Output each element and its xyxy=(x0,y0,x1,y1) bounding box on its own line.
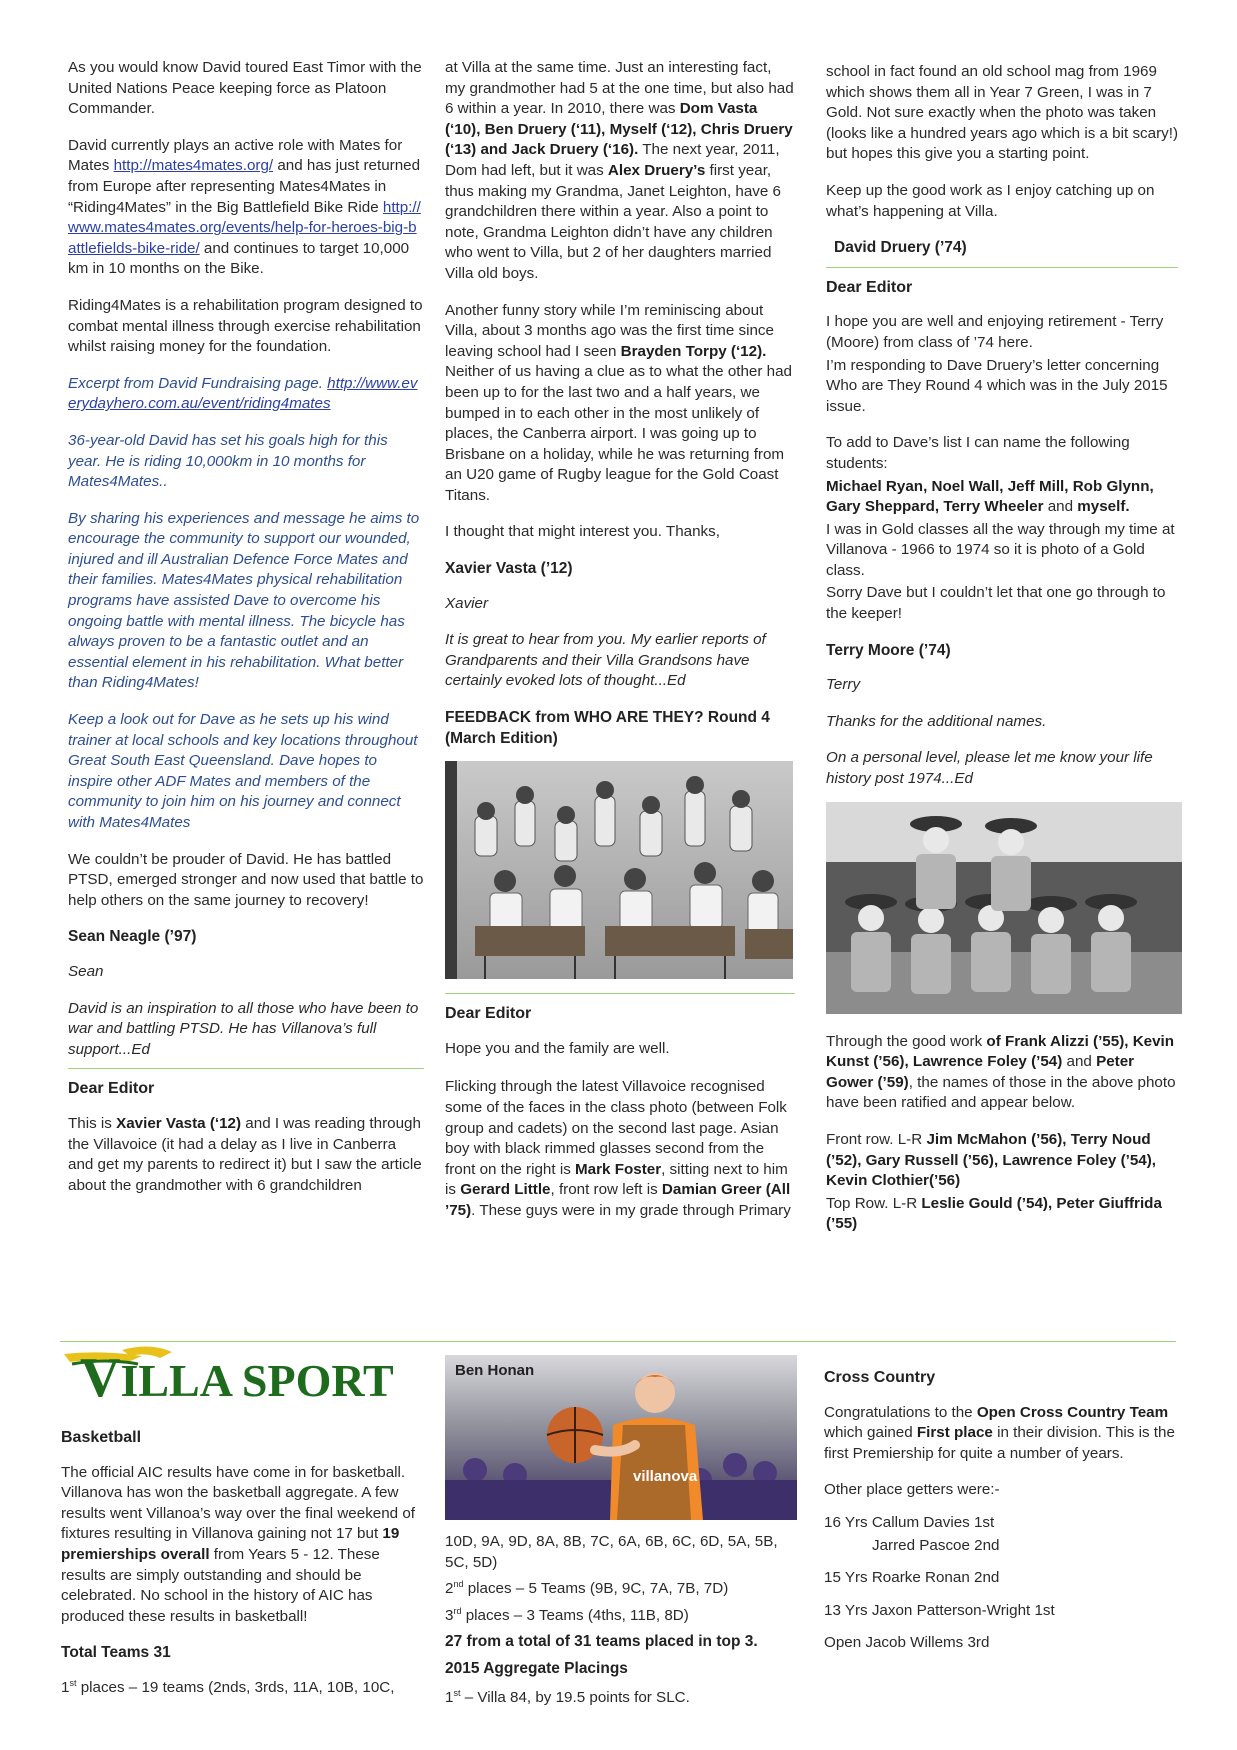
highlight: 19 premierships overall xyxy=(61,1525,400,1563)
paragraph xyxy=(445,1077,795,1221)
section-heading: Dear Editor xyxy=(68,1080,155,1098)
text: Front row. L-R xyxy=(826,1131,927,1148)
letter-signature: Terry Moore (’74) xyxy=(826,641,951,659)
quote-paragraph: By sharing his experiences and message he aims to encourage the community to support our wounded, injured and ill Australian Defence Force Mates and their families. Mates4Mates physical rehabilitation programs have assisted Dave to overcome his ongoing battle with mental illness. The bicycle has always proven to be a fantastic outlet and an essential element in his rehabilitation. What better than Riding4Mates! xyxy=(68,509,420,692)
paragraph: Sorry Dave but I couldn’t let that one go through to the keeper! xyxy=(826,584,1166,623)
jersey-text: villanova xyxy=(633,1468,698,1485)
name-highlight: Brayden Torpy (‘12). xyxy=(620,342,767,360)
paragraph xyxy=(68,136,424,280)
letter-signature: David Druery (’74) xyxy=(834,239,967,257)
text: which gained xyxy=(824,1424,917,1442)
basketball-photo xyxy=(445,1355,797,1520)
text: 2 xyxy=(445,1580,454,1598)
paragraph: Keep up the good work as I enjoy catching up on what’s happening at Villa. xyxy=(826,181,1155,220)
result-line: 13 Yrs Jaxon Patterson-Wright 1st xyxy=(824,1601,1055,1619)
top3-summary: 27 from a total of 31 teams placed in top 3. xyxy=(445,1633,758,1651)
paragraph xyxy=(826,1194,1178,1235)
aggregate-heading: 2015 Aggregate Placings xyxy=(445,1659,628,1677)
name-highlight: Xavier Vasta (‘12) xyxy=(116,1114,242,1132)
excerpt-note xyxy=(68,374,424,415)
quote-paragraph: Keep a look out for Dave as he sets up his wind trainer at local schools and key locations throughout Great South East Queensland. Dave hopes to inspire other ADF Mates and members of the community to join him on his journey and connect with Mates4Mates xyxy=(68,711,418,831)
text: , sitting next to him is xyxy=(445,1160,788,1199)
quote-paragraph: 36-year-old David has set his goals high for this year. He is riding 10,000km in 10 months for Mates4Mates.. xyxy=(68,431,388,491)
paragraph: We couldn’t be prouder of David. He has battled PTSD, emerged stronger and now used that battle to help others on the same journey to recovery! xyxy=(68,850,424,909)
name-highlight: Leslie Gould (’54), Peter Giuffrida (’55) xyxy=(826,1194,1162,1233)
text: and continues to target 10,000 km in 10 months on the Bike. xyxy=(68,239,410,278)
name-highlight: myself. xyxy=(1077,498,1130,516)
text: – Villa 84, by 19.5 points for SLC. xyxy=(460,1688,690,1706)
paragraph xyxy=(445,1579,800,1600)
name-highlight: Michael Ryan, Noel Wall, Jeff Mill, Rob Glynn, Gary Sheppard, Terry Wheeler xyxy=(826,477,1154,516)
text: The next year, 2011, Dom had left, but it was xyxy=(445,141,780,179)
text: Another funny story while I’m reminiscing about Villa, about 3 months ago was the first time since leaving school had I seen xyxy=(445,301,774,360)
divider xyxy=(445,993,795,994)
sport-column-3 xyxy=(824,1368,1180,1670)
text: at Villa at the same time. Just an interesting fact, my grandmother had 5 at the one time, but also had 6 within a year. In 2010, there was xyxy=(445,59,794,118)
paragraph: I’m responding to Dave Druery’s letter concerning Who are They Round 4 which was in the July 2015 issue. xyxy=(826,356,1168,415)
paragraph: I was in Gold classes all the way through my time at Villanova - 1966 to 1974 so it is photo of a Gold class. xyxy=(826,520,1175,579)
text: first year, thus making my Grandma, Janet Leighton, have 6 grandchildren there within a year. Also a point to note, Grandma Leighton didn’t have any children who went to Villa, but 2 of her daughters married Villa old boys. xyxy=(445,161,782,282)
text: from Years 5 - 12. These results are simply outstanding and should be celebrated. No school in the history of AIC has produced these results in basketball! xyxy=(61,1545,380,1625)
signature-first-name: Xavier xyxy=(445,594,489,612)
logo-letter-v: V xyxy=(80,1347,121,1409)
logo-wordmark xyxy=(80,1347,394,1409)
text: This is xyxy=(68,1114,117,1132)
editor-note: Thanks for the additional names. xyxy=(826,712,1047,730)
text: in their division. This is the first Premiership for quite a number of years. xyxy=(824,1424,1175,1462)
text: Top Row. L-R xyxy=(826,1194,922,1212)
paragraph: Riding4Mates is a rehabilitation program designed to combat mental illness through exercise rehabilitation whilst raising money for the foundation. xyxy=(68,296,423,356)
text: places – 19 teams (2nds, 3rds, 11A, 10B, 10C, xyxy=(76,1678,395,1696)
text: 3 xyxy=(445,1606,454,1624)
paragraph: school in fact found an old school mag from 1969 which shows them all in Year 7 Green, I was in 7 Gold. Not sure exactly when the photo was taken (looks like a hundred years ago which is a bit scary!) but hopes this give you a starting point. xyxy=(826,63,1179,163)
text: Excerpt from David Fundraising page. xyxy=(68,374,328,392)
sport-column-1 xyxy=(61,1428,423,1715)
mates4mates-link[interactable]: http://mates4mates.org/ xyxy=(113,157,274,175)
paragraph: I thought that might interest you. Thanks, xyxy=(445,523,720,541)
text: 1 xyxy=(61,1678,70,1696)
name-highlight: Dom Vasta (‘10), Ben Druery (‘11), Myself (‘12), Chris Druery (‘13) and Jack Druery (‘16). xyxy=(445,100,793,159)
text: Neither of us having a clue as to what the other had been up to for the last two and a half years, we bumped in to each other in the most unlikely of places, the Canberra airport. I was going up to Brisbane on a holiday, while he was returning from an U20 game of Rugby league for the Gold Coast Titans. xyxy=(445,363,792,504)
photo-caption: Ben Honan xyxy=(455,1362,535,1379)
paragraph: 10D, 9A, 9D, 8A, 8B, 7C, 6A, 6B, 6C, 6D, 5A, 5B, 5C, 5D) xyxy=(445,1533,778,1571)
everydayhero-link[interactable]: http://www.everydayhero.com.au/event/riding4mates xyxy=(68,374,418,413)
result-line: Jarred Pascoe 2nd xyxy=(872,1536,1000,1554)
paragraph xyxy=(824,1403,1180,1465)
name-highlight: Mark Foster xyxy=(575,1160,662,1178)
text: , the names of those in the above photo have been ratified and appear below. xyxy=(826,1073,1176,1112)
paragraph xyxy=(826,477,1178,518)
editor-note: On a personal level, please let me know your life history post 1974...Ed xyxy=(826,749,1153,788)
basketball-heading: Basketball xyxy=(61,1429,142,1446)
text: and xyxy=(1062,1053,1097,1071)
divider xyxy=(826,267,1178,268)
column-2 xyxy=(445,58,795,1238)
ordinal: rd xyxy=(453,1605,462,1616)
text: Flicking through the latest Villavoice recognised some of the faces in the class photo (between Folk group and cadets) on the second last page. Asian boy with black rimmed glasses second from the front on the right is xyxy=(445,1078,787,1178)
paragraph xyxy=(445,301,795,507)
section-heading: Dear Editor xyxy=(445,1005,532,1023)
result-line: 16 Yrs Callum Davies 1st xyxy=(824,1513,995,1531)
name-highlight: Damian Greer (All ’75) xyxy=(445,1181,791,1219)
column-1 xyxy=(68,58,424,1212)
text: places – 5 Teams (9B, 9C, 7A, 7B, 7D) xyxy=(463,1580,729,1598)
name-highlight: Alex Druery’s xyxy=(607,161,706,179)
paragraph: Hope you and the family are well. xyxy=(445,1039,670,1057)
paragraph xyxy=(445,1606,800,1627)
text: . These guys were in my grade through Primary xyxy=(471,1201,791,1219)
ordinal: st xyxy=(69,1677,77,1688)
name-highlight: Jim McMahon (’56), Terry Noud (’52), Gary Russell (’56), Lawrence Foley (’54), Kevin Clothier(’56) xyxy=(826,1131,1157,1190)
divider xyxy=(68,1068,424,1069)
name-highlight: Gerard Little xyxy=(460,1181,551,1199)
column-3 xyxy=(826,62,1178,1251)
result-line: 15 Yrs Roarke Ronan 2nd xyxy=(824,1569,1000,1587)
highlight: Open Cross Country Team xyxy=(976,1403,1169,1421)
paragraph xyxy=(445,58,795,285)
villa-sport-logo xyxy=(62,1340,418,1410)
result-line: Open Jacob Willems 3rd xyxy=(824,1634,990,1652)
editor-note: It is great to hear from you. My earlier reports of Grandparents and their Villa Grandsons have certainly evoked lots of thought...Ed xyxy=(445,631,766,690)
signature-first-name: Terry xyxy=(826,676,861,694)
letter-signature: Xavier Vasta (’12) xyxy=(445,560,573,578)
name-highlight: Peter Gower (’59) xyxy=(826,1053,1135,1091)
text: places – 3 Teams (4ths, 11B, 8D) xyxy=(461,1606,689,1624)
paragraph xyxy=(61,1678,423,1699)
editor-note: David is an inspiration to all those who have been to war and battling PTSD. He has Villanova’s full support...Ed xyxy=(68,999,419,1058)
total-teams: Total Teams 31 xyxy=(61,1644,171,1662)
paragraph: To add to Dave’s list I can name the following students: xyxy=(826,434,1130,472)
paragraph xyxy=(445,1688,800,1709)
section-heading: Dear Editor xyxy=(826,278,913,296)
text: Congratulations to the xyxy=(824,1403,977,1421)
text: The official AIC results have come in for basketball. Villanova has won the basketball aggregate. A few results went Villanoa’s way over the final weekend of fixtures resulting in Villanova gaining not 17 but xyxy=(61,1463,416,1543)
paragraph: Other place getters were:- xyxy=(824,1481,1000,1499)
cross-country-heading: Cross Country xyxy=(824,1369,936,1386)
paragraph xyxy=(68,1114,424,1196)
paragraph: As you would know David toured East Timor with the United Nations Peace keeping force as Platoon Commander. xyxy=(68,59,422,118)
bike-ride-link[interactable]: http://www.mates4mates.org/events/help-for-heroes-big-battlefields-bike-ride/ xyxy=(68,198,421,257)
text: and has just returned from Europe after representing Mates4Mates in “Riding4Mates” in the Big Battlefield Bike Ride xyxy=(68,157,421,216)
text: , front row left is xyxy=(550,1181,662,1199)
logo-text: ILLA SPORT xyxy=(120,1355,394,1406)
cadets-photo xyxy=(826,802,1182,1014)
sport-column-2 xyxy=(445,1355,800,1724)
paragraph xyxy=(61,1463,423,1628)
text: 1 xyxy=(445,1688,454,1706)
text: and I was reading through the Villavoice (it had a delay as I live in Canberra and get my parents to redirect it) but I saw the article about the grandmother with 6 grandchildren xyxy=(68,1114,422,1194)
letter-signature: Sean Neagle (’97) xyxy=(68,928,197,946)
text: and xyxy=(1043,498,1078,516)
feedback-heading: FEEDBACK from WHO ARE THEY? Round 4 (March Edition) xyxy=(445,709,770,747)
class-photo xyxy=(445,761,793,979)
text: David currently plays an active role with Mates for Mates xyxy=(68,136,403,175)
highlight: First place xyxy=(916,1424,993,1442)
ordinal: st xyxy=(453,1687,461,1698)
paragraph xyxy=(826,1032,1178,1114)
text: Through the good work xyxy=(826,1032,987,1050)
paragraph: I hope you are well and enjoying retirement - Terry (Moore) from class of ’74 here. xyxy=(826,313,1164,351)
name-highlight: of Frank Alizzi (’55), Kevin Kunst (’56), Lawrence Foley (’54) xyxy=(826,1032,1175,1071)
classroom-photo-image xyxy=(445,761,793,979)
paragraph xyxy=(826,1130,1178,1192)
cadets-photo-image xyxy=(826,802,1182,1014)
ordinal: nd xyxy=(453,1579,464,1590)
signature-first-name: Sean xyxy=(68,962,104,980)
